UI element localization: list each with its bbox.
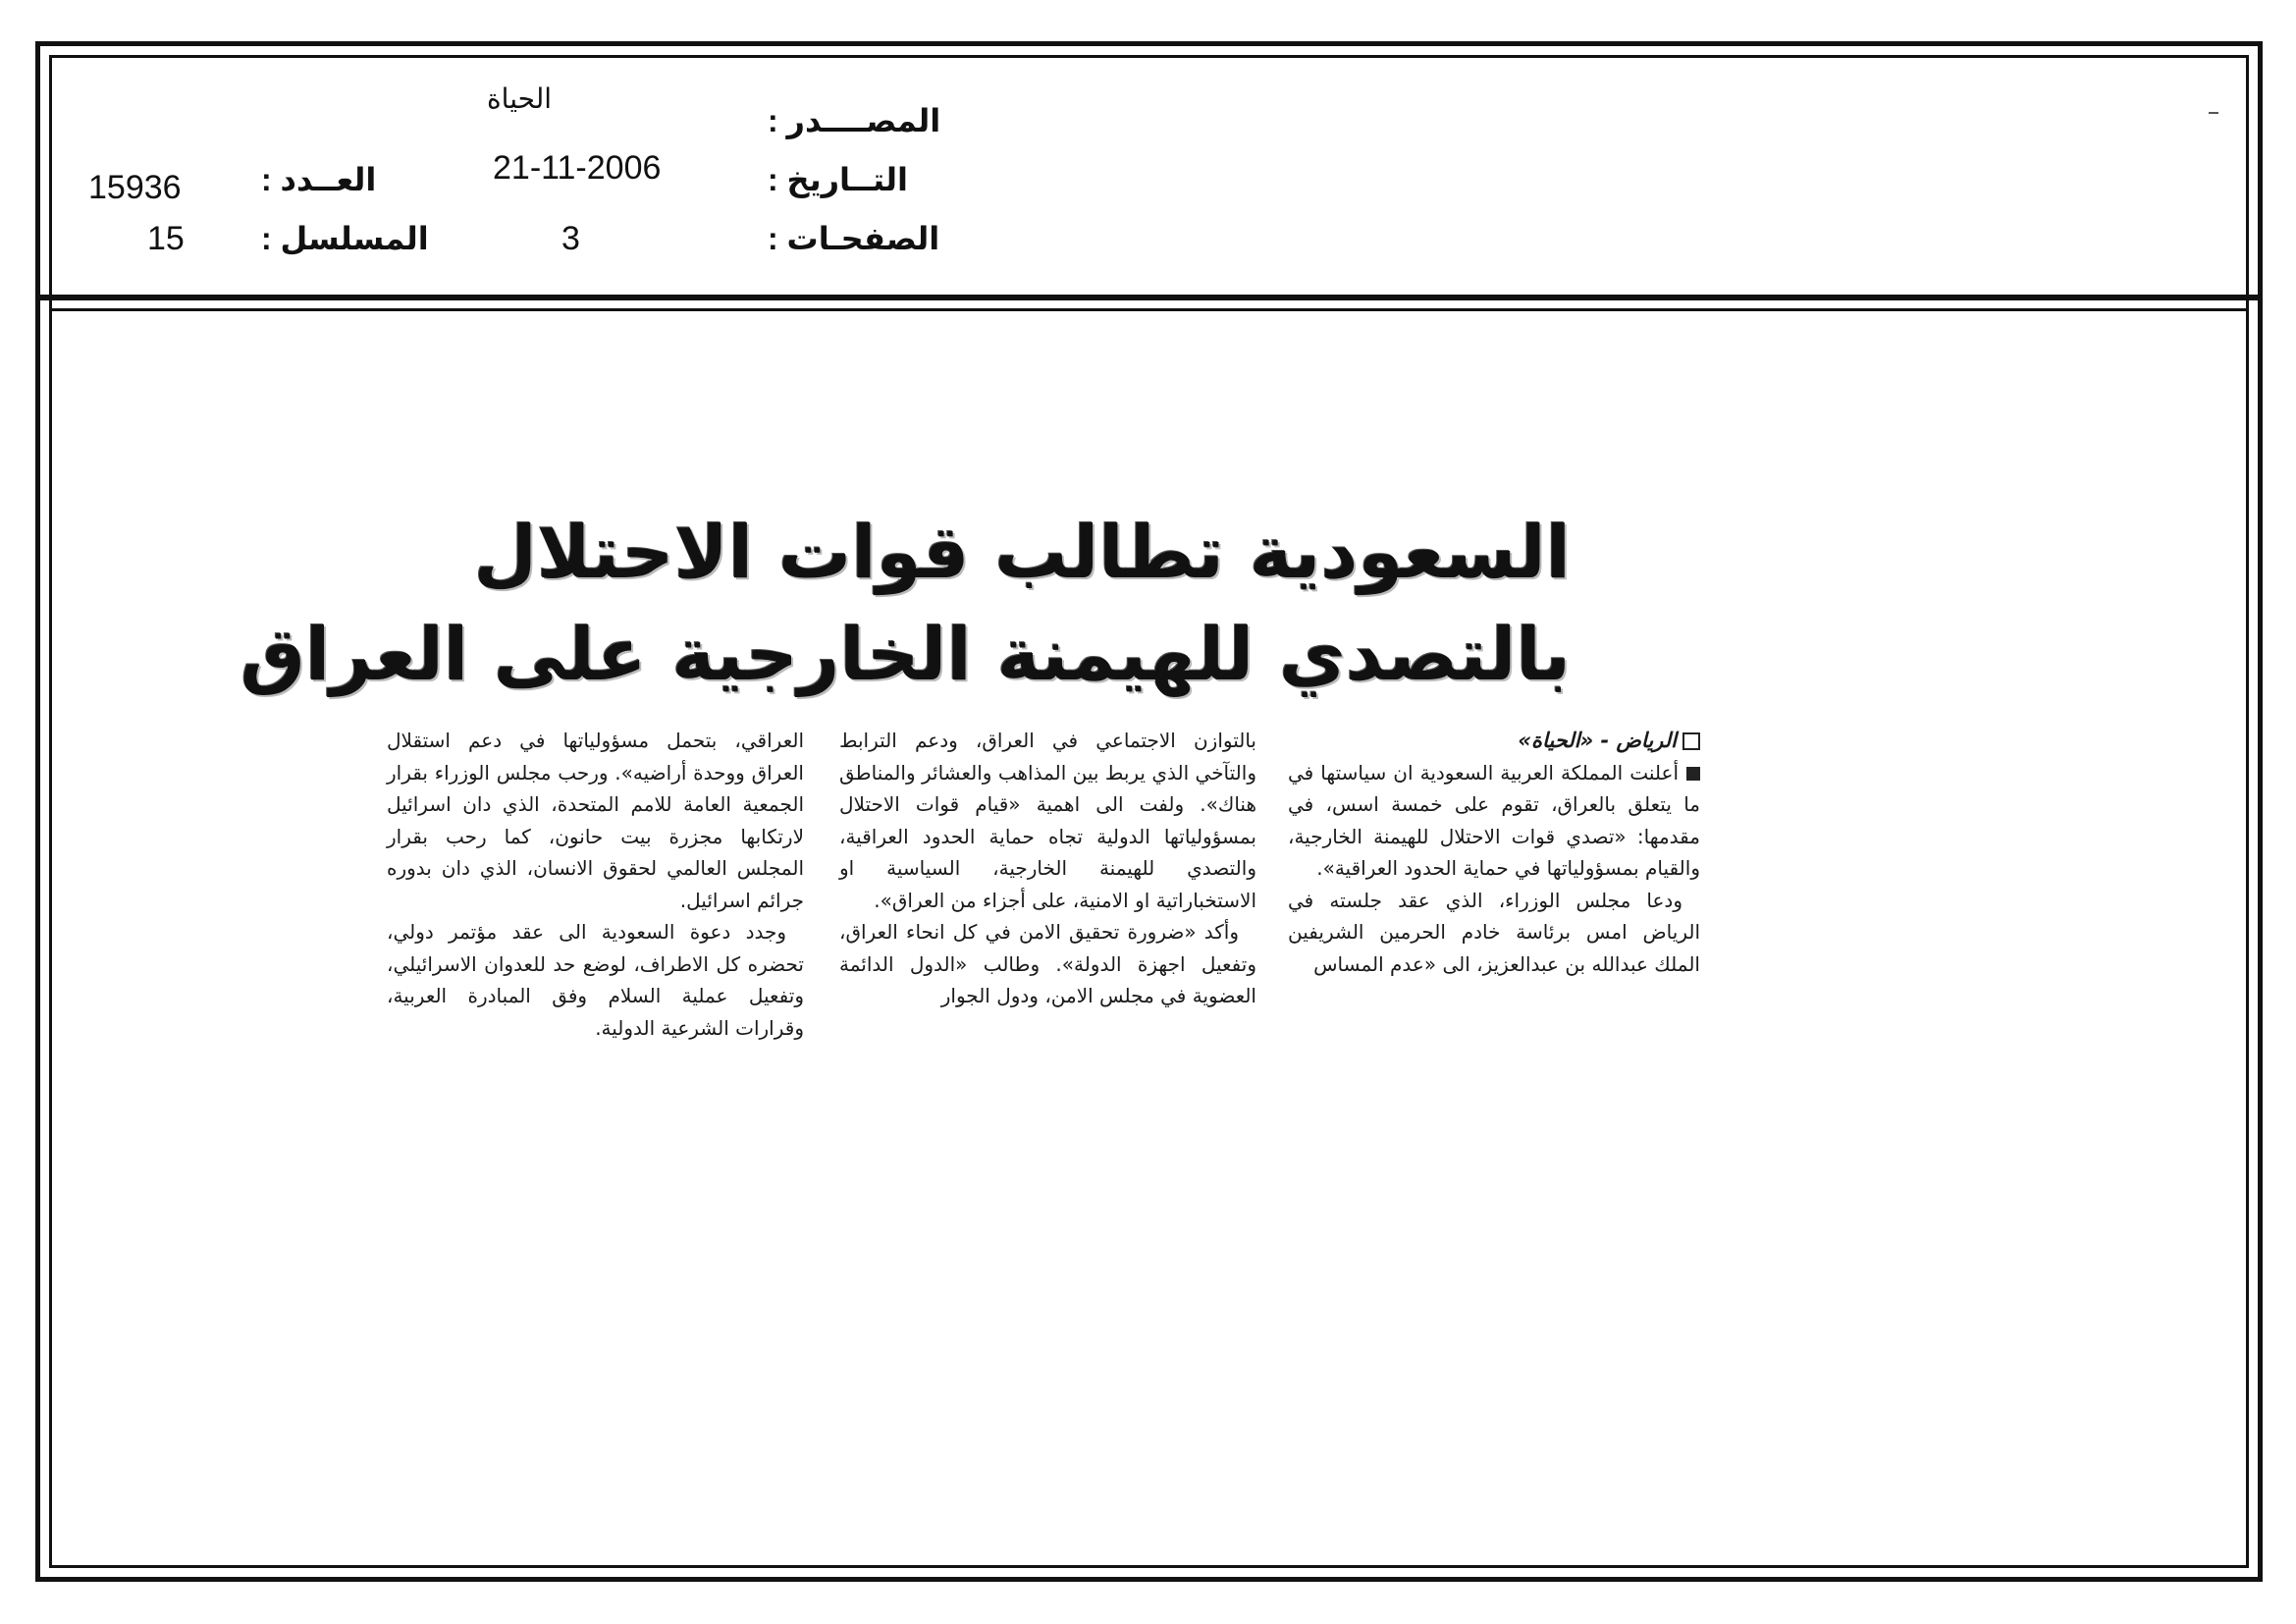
serial-label: المسلسل : — [261, 221, 429, 256]
date-value: 21-11-2006 — [493, 149, 662, 187]
paragraph: بالتوازن الاجتماعي في العراق، ودعم الترابط والتآخي الذي يربط بين المذاهب والعشائر والمناطق هناك». ولفت الى اهمية «قيام قوات الاحتلال بمسؤولياتها الدولية تجاه حماية الحدود العراقية، والتصدي للهيمنة الخارجية، السياسية او الاستخباراتية او الامنية، على أجزاء من العراق». — [839, 729, 1256, 912]
header-divider-inner — [49, 308, 2249, 311]
square-bullet-icon — [1682, 732, 1700, 750]
article-column-2 — [839, 725, 1256, 1012]
issue-value: 15936 — [88, 169, 182, 206]
paragraph: وجدد دعوة السعودية الى عقد مؤتمر دولي، تحضره كل الاطراف، لوضع حد للعدوان الاسرائيلي، وتفعيل عملية السلام وفق المبادرة العربية، وقرارات الشرعية الدولية. — [387, 920, 804, 1040]
filled-square-bullet-icon — [1686, 767, 1700, 781]
paragraph: ودعا مجلس الوزراء، الذي عقد جلسته في الرياض امس برئاسة خادم الحرمين الشريفين الملك عبدالله بن عبدالعزيز، الى «عدم المساس — [1288, 888, 1700, 976]
date-label: التــاريخ : — [768, 162, 908, 197]
issue-label: العــدد : — [261, 162, 377, 197]
source-label: المصــــدر : — [768, 103, 941, 138]
headline-line-1: السعودية تطالب قوات الاحتلال — [473, 511, 1571, 595]
headline-line-2: بالتصدي للهيمنة الخارجية على العراق — [240, 613, 1571, 697]
header-divider — [35, 295, 2263, 300]
corner-mark — [2209, 112, 2218, 114]
article-column-1 — [1288, 725, 1700, 980]
paragraph: العراقي، بتحمل مسؤولياتها في دعم استقلال العراق ووحدة أراضيه». ورحب مجلس الوزراء بقرار الجمعية العامة للامم المتحدة، الذي دان اسرائيل لارتكابها مجزرة بيت حانون، كما رحب بقرار المجلس العالمي لحقوق الانسان، الذي دان بدوره جرائم اسرائيل. — [387, 729, 804, 912]
pages-value: 3 — [561, 220, 580, 257]
dateline: الرياض - «الحياة» — [1288, 725, 1700, 757]
article-column-3 — [387, 725, 804, 1044]
serial-value: 15 — [147, 220, 185, 257]
pages-label: الصفحـات : — [768, 221, 940, 256]
source-value: الحياة — [487, 83, 553, 114]
paragraph: أعلنت المملكة العربية السعودية ان سياستها في ما يتعلق بالعراق، تقوم على خمسة اسس، في مقدمها: «تصدي قوات الاحتلال للهيمنة الخارجية، والقيام بمسؤولياتها في حماية الحدود العراقية». — [1288, 760, 1700, 880]
paragraph: وأكد «ضرورة تحقيق الامن في كل انحاء العراق، وتفعيل اجهزة الدولة». وطالب «الدول الدائمة العضوية في مجلس الامن، ودول الجوار — [839, 920, 1256, 1007]
